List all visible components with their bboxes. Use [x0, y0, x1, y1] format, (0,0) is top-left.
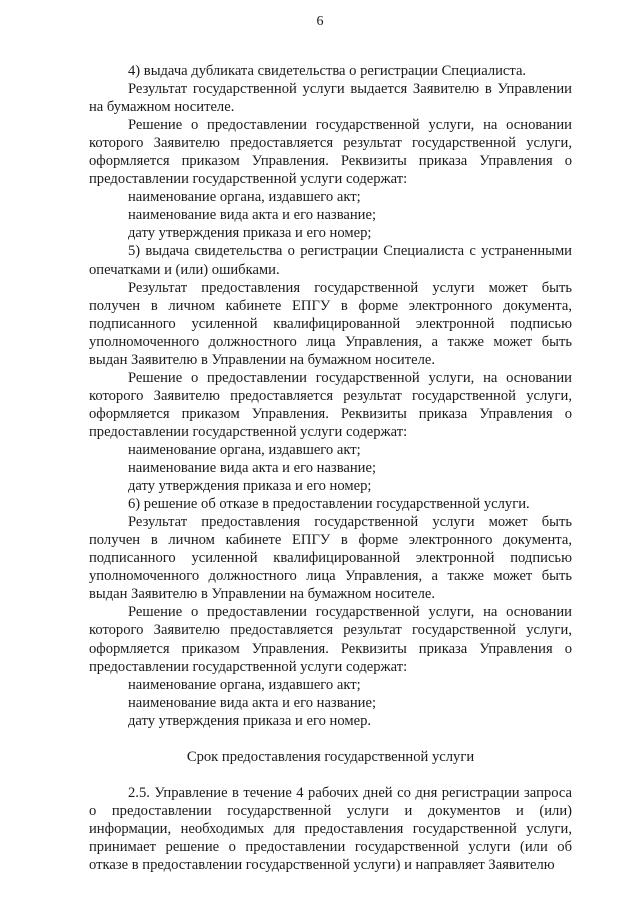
paragraph: 2.5. Управление в течение 4 рабочих дней со дня регистрации запроса о предоставлении государственной услуги и документов и (или) информации, необходимых для предоставления государственной услуги, принимает решение о предоставлении государственной услуги (или об отказе в предоставлении государственной услуги) и направляет Заявителю: [89, 784, 572, 873]
paragraph: Результат предоставления государственной услуги может быть получен в личном кабинете ЕПГУ в форме электронного документа, подписанного усиленной квалифицированной электронной подписью уполномоченного должностного лица Управления, а также может быть выдан Заявителю в Управлении на бумажном носителе.: [89, 279, 572, 368]
paragraph: Решение о предоставлении государственной услуги, на основании которого Заявителю предоставляется результат государственной услуги, оформляется приказом Управления. Реквизиты приказа Управления о предоставлении государственной услуги содержат:: [89, 369, 572, 440]
document-body: [89, 62, 572, 874]
section-heading: Срок предоставления государственной услуги: [186, 748, 475, 765]
list-item: наименование вида акта и его название;: [128, 460, 377, 477]
list-item: наименование вида акта и его название;: [128, 694, 377, 711]
list-item: 6) решение об отказе в предоставлении государственной услуги.: [128, 496, 530, 513]
list-item: наименование органа, издавшего акт;: [128, 441, 361, 458]
paragraph: Решение о предоставлении государственной услуги, на основании которого Заявителю предоставляется результат государственной услуги, оформляется приказом Управления. Реквизиты приказа Управления о предоставлении государственной услуги содержат:: [89, 604, 572, 675]
list-item: дату утверждения приказа и его номер;: [128, 478, 372, 495]
paragraph: Результат предоставления государственной услуги может быть получен в личном кабинете ЕПГУ в форме электронного документа, подписанного усиленной квалифицированной электронной подписью уполномоченного должностного лица Управления, а также может быть выдан Заявителю в Управлении на бумажном носителе.: [89, 514, 572, 603]
list-item: наименование органа, издавшего акт;: [128, 189, 361, 206]
list-item: дату утверждения приказа и его номер;: [128, 225, 372, 242]
paragraph: 4) выдача дубликата свидетельства о регистрации Специалиста.: [128, 63, 527, 79]
list-item: наименование вида акта и его название;: [128, 207, 377, 224]
paragraph: 5) выдача свидетельства о регистрации Специалиста с устраненными опечатками и (или) ошибками.: [89, 243, 572, 278]
list-item: наименование органа, издавшего акт;: [128, 676, 361, 693]
paragraph: Результат государственной услуги выдается Заявителю в Управлении на бумажном носителе.: [89, 81, 572, 116]
list-item: дату утверждения приказа и его номер.: [128, 712, 372, 729]
paragraph: Решение о предоставлении государственной услуги, на основании которого Заявителю предоставляется результат государственной услуги, оформляется приказом Управления. Реквизиты приказа Управления о предоставлении государственной услуги содержат:: [89, 117, 572, 188]
page-number: 6: [316, 14, 324, 29]
